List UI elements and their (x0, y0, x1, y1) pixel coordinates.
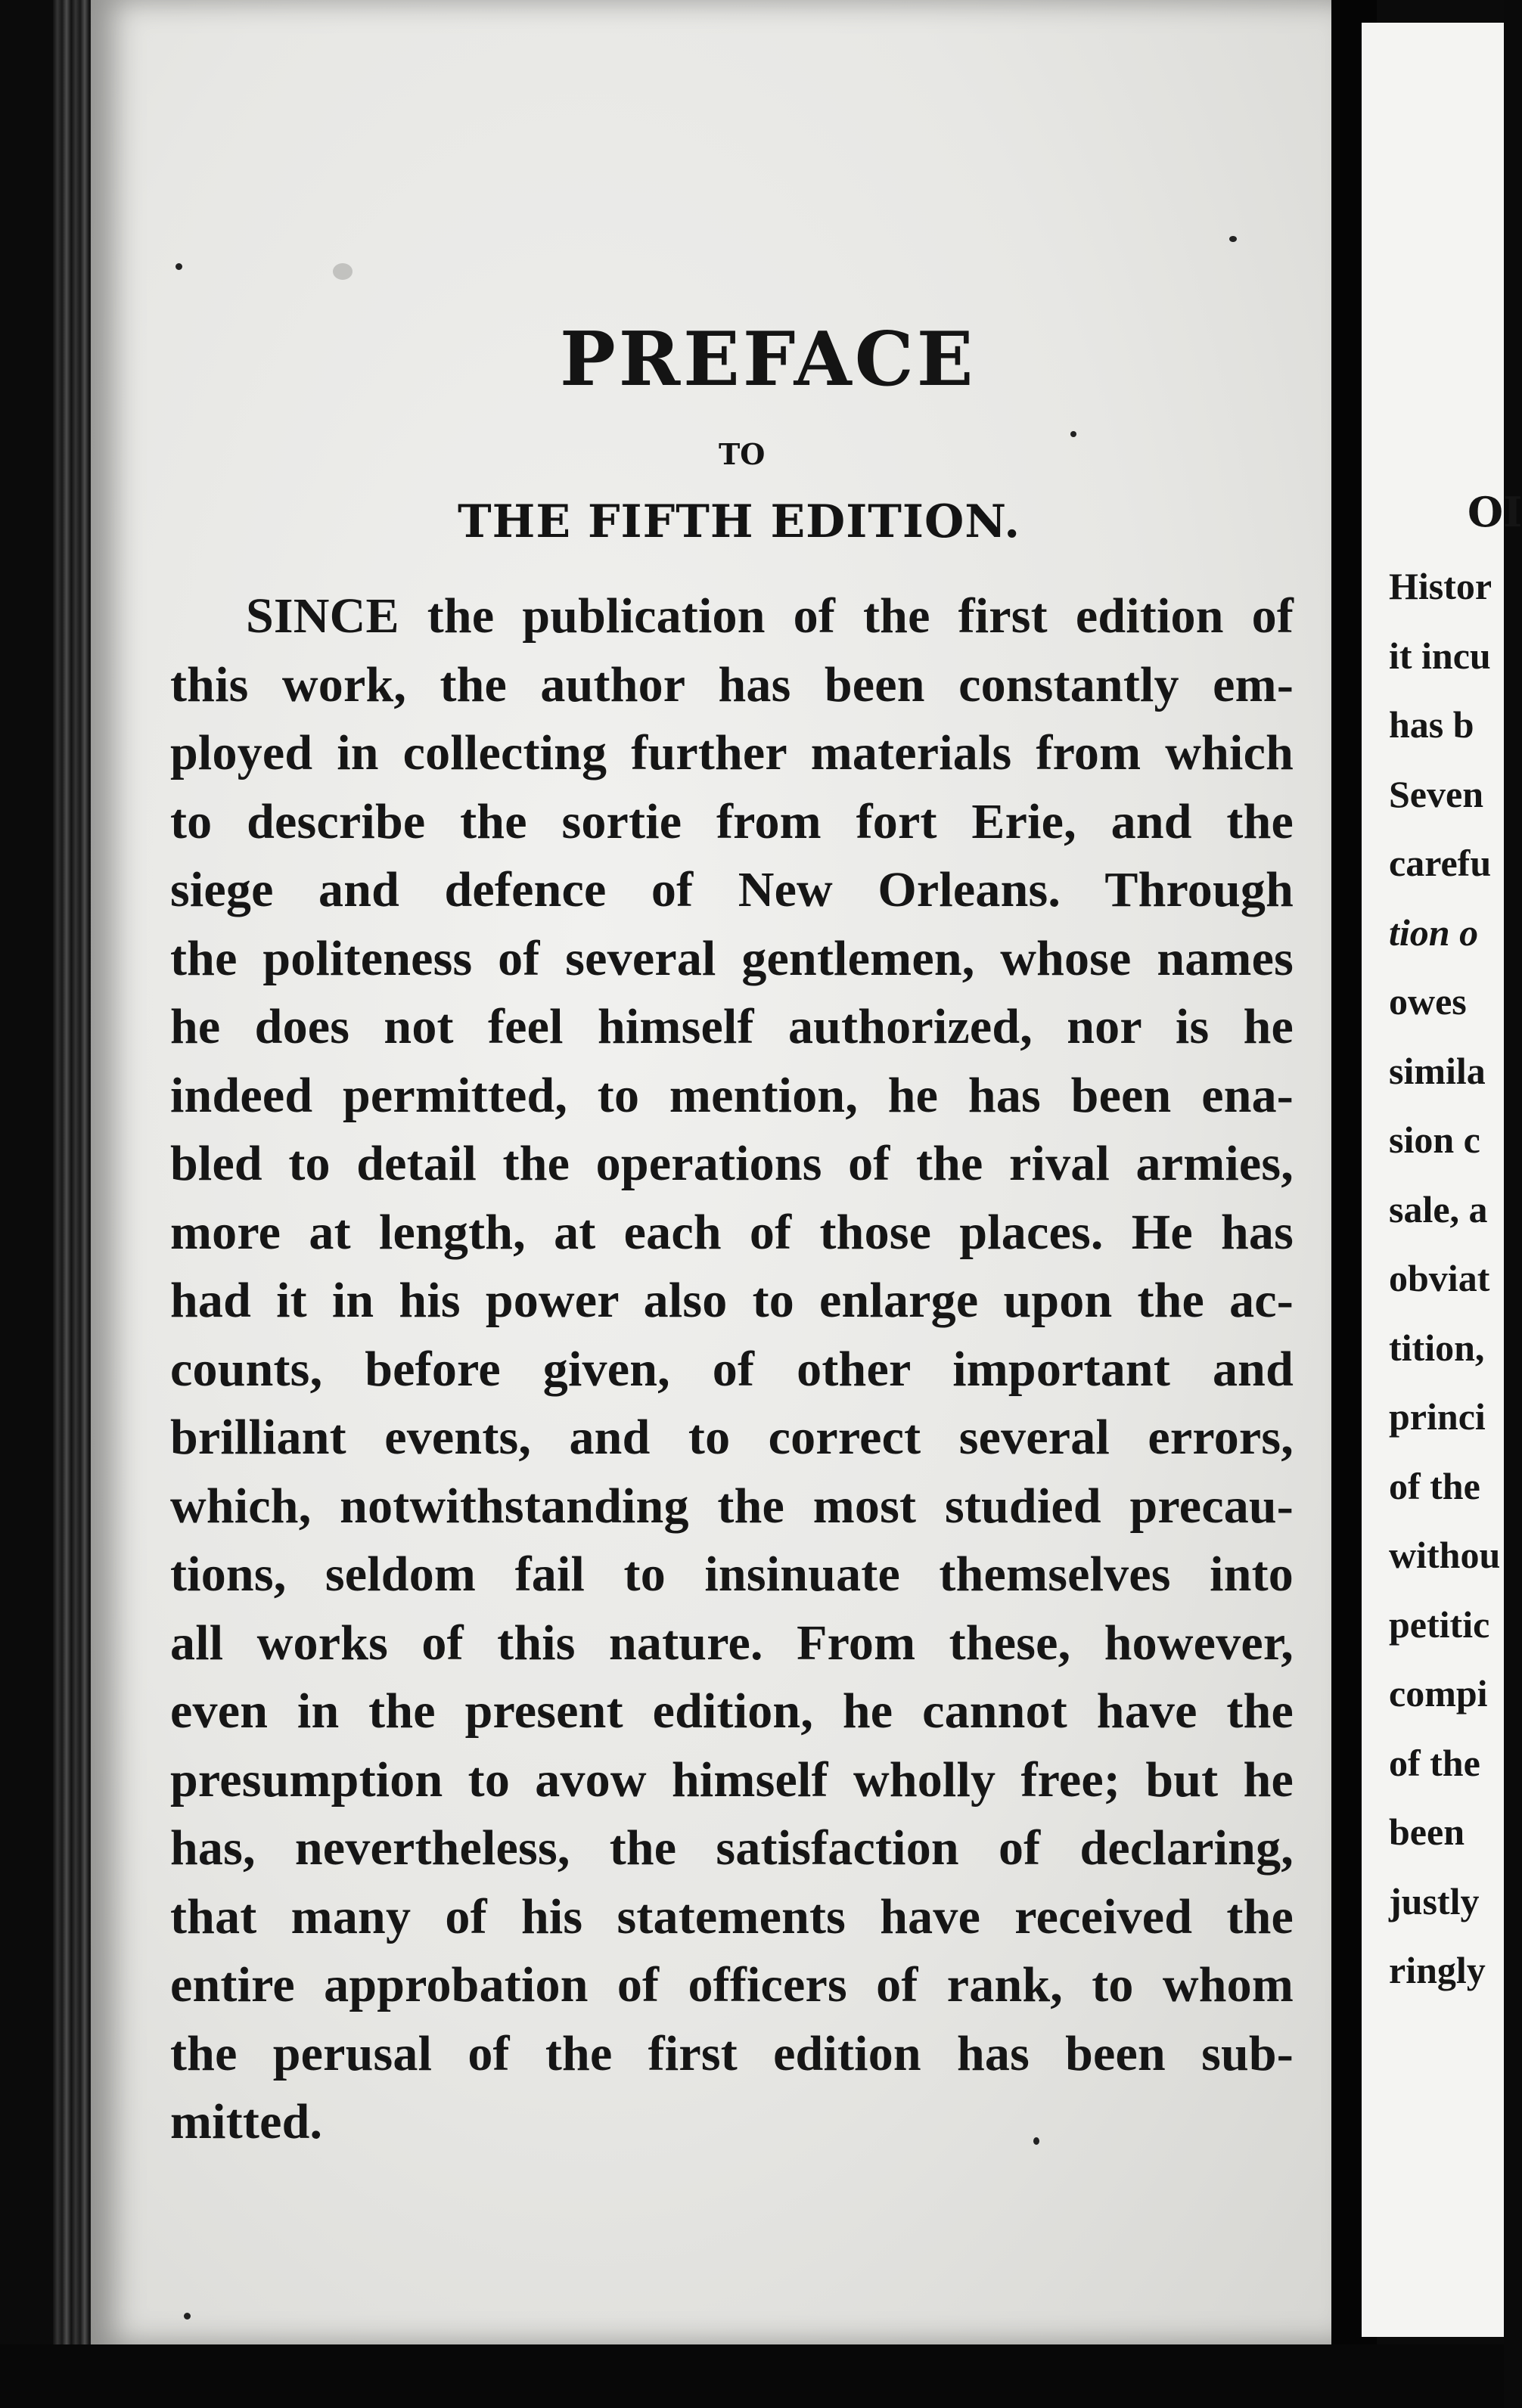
text-line: tion o (1389, 911, 1479, 954)
text-line: siege and defence of New Orleans. Through (170, 862, 1294, 917)
text-line: the politeness of several gentlemen, whose names (170, 930, 1294, 986)
ink-speck (333, 263, 353, 280)
text-line: Seven (1389, 772, 1483, 815)
text-line: tions, seldom fail to insinuate themselves into (170, 1547, 1294, 1602)
text-line: that many of his statements have received the (170, 1888, 1294, 1944)
text-line: of the (1389, 1464, 1480, 1507)
preface-body (170, 582, 1294, 2157)
text-line: has b (1389, 703, 1474, 746)
text-line: obviat (1389, 1257, 1490, 1299)
text-line: it incu (1389, 634, 1491, 677)
text-line: entire approbation of officers of rank, to whom (170, 1957, 1294, 2012)
page-title: PREFACE (560, 316, 977, 403)
text-line: SINCE the publication of the first edition of (246, 588, 1294, 644)
text-line: mitted. (170, 2094, 323, 2149)
text-line: petitic (1389, 1603, 1490, 1646)
text-line: ployed in collecting further materials from which (170, 725, 1294, 780)
text-line: owes (1389, 980, 1467, 1022)
text-line: this work, the author has been constantly em- (170, 656, 1294, 712)
text-line: counts, before given, of other important and (170, 1341, 1294, 1397)
text-line: simila (1389, 1049, 1486, 1092)
right-page-heading: OI (1468, 488, 1522, 536)
ink-speck (1033, 2137, 1039, 2145)
ink-speck (1070, 431, 1076, 437)
text-line: the perusal of the first edition has been sub- (170, 2025, 1294, 2081)
text-line: Histor (1389, 565, 1492, 607)
text-line: bled to detail the operations of the rival armies, (170, 1136, 1294, 1191)
text-line: to describe the sortie from fort Erie, and the (170, 793, 1294, 849)
scan-bottom-edge (0, 2344, 1504, 2408)
text-line: been (1389, 1811, 1465, 1853)
text-line: all works of this nature. From these, however, (170, 1615, 1294, 1671)
text-line: sale, a (1389, 1187, 1488, 1230)
ink-speck (1229, 236, 1237, 242)
page-subtitle: THE FIFTH EDITION. (458, 495, 1021, 548)
right-page-clipped (1362, 23, 1522, 2337)
text-line: had it in his power also to enlarge upon the ac- (170, 1273, 1294, 1328)
text-line: more at length, at each of those places. He has (170, 1204, 1294, 1260)
text-line: compi (1389, 1672, 1488, 1714)
ink-speck (184, 2313, 191, 2320)
title-connector: TO (719, 437, 766, 471)
text-line: princi (1389, 1395, 1486, 1438)
ink-speck (175, 263, 182, 270)
text-line: has, nevertheless, the satisfaction of declaring, (170, 1820, 1294, 1876)
text-line: withou (1389, 1534, 1501, 1576)
text-line: which, notwithstanding the most studied precau- (170, 1478, 1294, 1534)
text-line: of the (1389, 1741, 1480, 1784)
text-line: presumption to avow himself wholly free; but he (170, 1752, 1294, 1808)
text-line: tition, (1389, 1326, 1485, 1369)
text-line: justly (1389, 1879, 1480, 1922)
right-page-body (1389, 552, 1500, 2006)
text-line: carefu (1389, 842, 1492, 884)
text-line: even in the present edition, he cannot have the (170, 1683, 1294, 1739)
text-line: ringly (1389, 1949, 1486, 1991)
text-line: sion c (1389, 1119, 1480, 1161)
text-line: he does not feel himself authorized, nor is he (170, 999, 1294, 1054)
text-line: indeed permitted, to mention, he has been ena- (170, 1067, 1294, 1123)
text-line: brilliant events, and to correct several errors, (170, 1410, 1294, 1465)
